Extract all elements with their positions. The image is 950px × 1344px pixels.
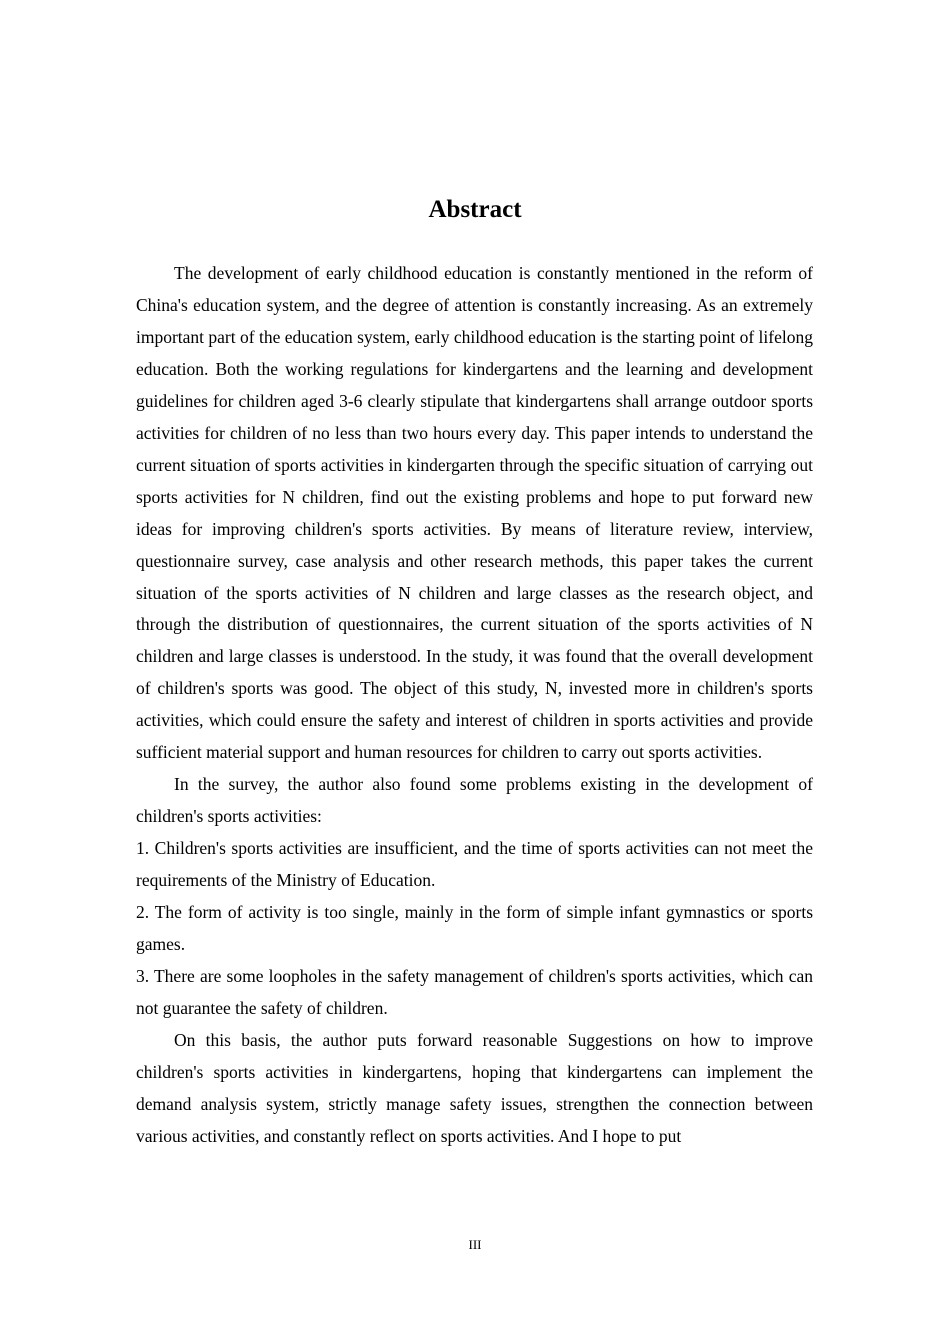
paragraph-problems-lead: In the survey, the author also found some problems existing in the development of children's sports activities:: [136, 774, 813, 827]
list-item-problem-2: 2. The form of activity is too single, mainly in the form of simple infant gymnastics or sports games.: [136, 902, 813, 955]
page-number: III: [468, 1237, 482, 1252]
list-item-problem-1: 1. Children's sports activities are insufficient, and the time of sports activities can not meet the requirements of the Ministry of Education.: [136, 838, 813, 891]
page-title: Abstract: [428, 196, 522, 223]
abstract-body: [136, 258, 813, 1153]
list-item-problem-3: 3. There are some loopholes in the safety management of children's sports activities, which can not guarantee the safety of children.: [136, 965, 813, 1018]
paragraph-suggestions: On this basis, the author puts forward reasonable Suggestions on how to improve children's sports activities in kindergartens, hoping that kindergartens can implement the demand analysis system, strictly manage safety issues, strengthen the connection between various activities, and constantly reflect on sports activities. And I hope to put: [136, 1029, 813, 1146]
paragraph-intro: The development of early childhood education is constantly mentioned in the reform of China's education system, and the degree of attention is constantly increasing. As an extremely important part of the education system, early childhood education is the starting point of lifelong education. Both the working regulations for kindergartens and the learning and development guidelines for children aged 3-6 clearly stipulate that kindergartens shall arrange outdoor sports activities for children of no less than two hours every day. This paper intends to understand the current situation of sports activities in kindergarten through the specific situation of carrying out sports activities for N children, find out the existing problems and hope to put forward new ideas for improving children's sports activities. By means of literature review, interview, questionnaire survey, case analysis and other research methods, this paper takes the current situation of the sports activities of N children and large classes as the research object, and through the distribution of questionnaires, the current situation of the sports activities of N children and large classes is understood. In the study, it was found that the overall development of children's sports was good. The object of this study, N, invested more in children's sports activities, which could ensure the safety and interest of children in sports activities and provide sufficient material support and human resources for children to carry out sports activities.: [136, 263, 813, 763]
